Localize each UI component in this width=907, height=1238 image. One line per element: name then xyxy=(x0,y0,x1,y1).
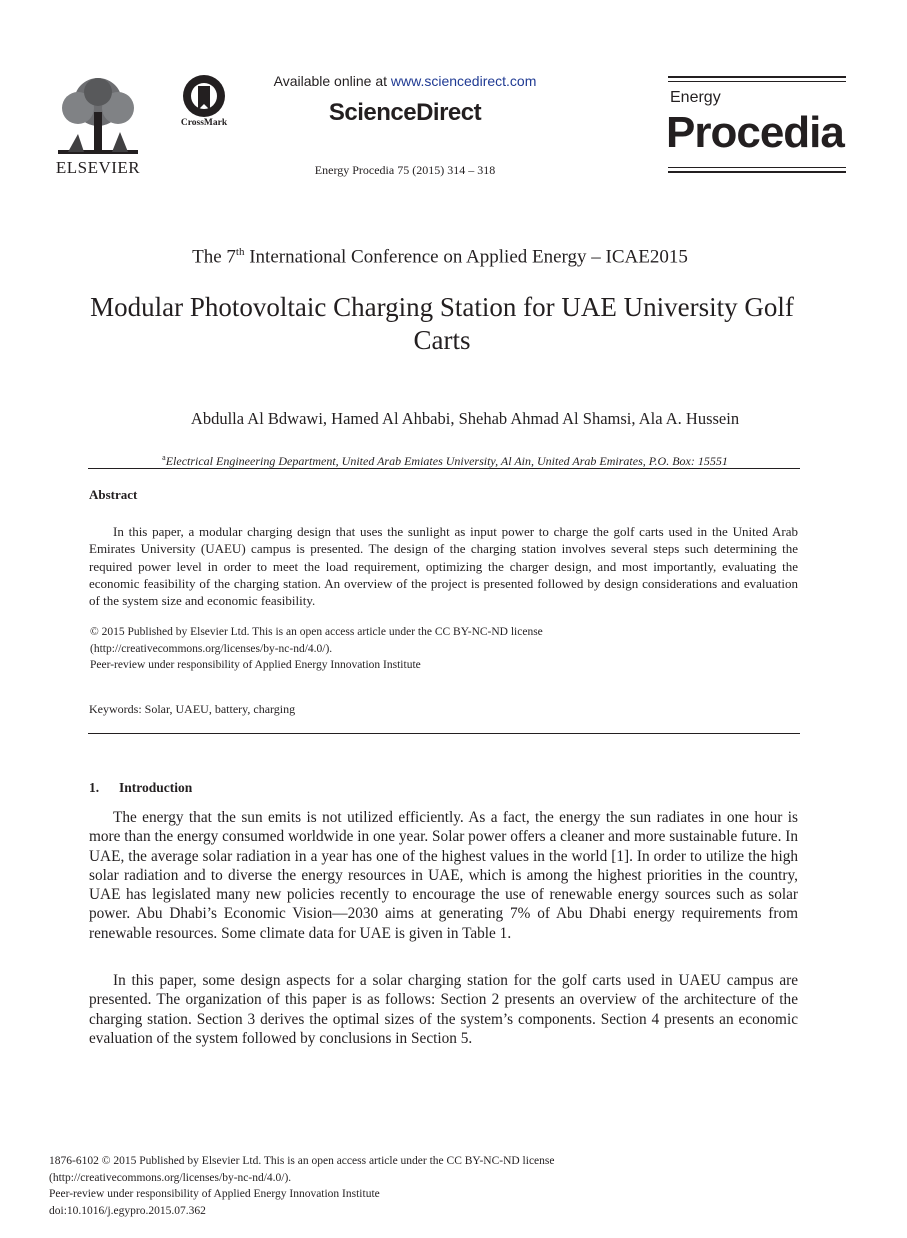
footer-doi[interactable]: doi:10.1016/j.egypro.2015.07.362 xyxy=(49,1205,206,1218)
conference-suffix: International Conference on Applied Energy – ICAE2015 xyxy=(244,246,688,268)
footer-license-link[interactable]: (http://creativecommons.org/licenses/by-nc-nd/4.0/). xyxy=(49,1171,292,1184)
keywords: Keywords: Solar, UAEU, battery, charging xyxy=(89,702,296,716)
footer xyxy=(49,1153,749,1220)
journal-logo-energy: Energy xyxy=(670,89,721,106)
peer-review-line: Peer-review under responsibility of Applied Energy Innovation Institute xyxy=(90,659,421,671)
journal-logo-rule xyxy=(668,81,846,82)
crossmark-label: CrossMark xyxy=(180,118,228,128)
paper-title: Modular Photovoltaic Charging Station for UAE University Golf Carts xyxy=(90,292,794,355)
footer-issn-license: 1876-6102 © 2015 Published by Elsevier Ltd. This is an open access article under the CC BY-NC-ND license xyxy=(49,1155,555,1167)
body-paragraph: In this paper, some design aspects for a solar charging station for the golf carts used in UAEU campus are presented. The organization of this paper is as follows: Section 2 presents an overview of the architecture of the charging station. Section 3 derives the optimal sizes of the system’s components. Section 4 presents an economic evaluation of the system followed by conclusions in Section 5. xyxy=(89,972,798,1047)
conference-prefix: The 7 xyxy=(192,246,236,268)
journal-logo-procedia: Procedia xyxy=(666,108,844,157)
conference-name xyxy=(0,246,880,268)
available-online-prefix: Available online at xyxy=(273,73,391,89)
affiliation-text: Electrical Engineering Department, United Arab Emiates University, Al Ain, United Arab Emirates, P.O. Box: 15551 xyxy=(165,454,728,468)
affiliation xyxy=(90,453,800,469)
section-number: 1. xyxy=(89,780,100,795)
abstract-text: In this paper, a modular charging design that uses the sunlight as input power to charge the golf carts used in the United Arab Emirates University (UAEU) campus is presented. The design of the charging station involves several steps such determining the required power level in order to meet the load requirement, optimizing the charger design, and most importantly, evaluating the economic feasibility of the charging station. An overview of the project is presented followed by design considerations and evaluation of the system size and economic feasibility. xyxy=(89,524,798,609)
affiliation-mark: a xyxy=(162,453,166,462)
section-title: Introduction xyxy=(119,780,193,795)
publisher-name: ELSEVIER xyxy=(55,158,141,177)
conference-ordinal: th xyxy=(235,246,245,258)
journal-citation: Energy Procedia 75 (2015) 314 – 318 xyxy=(314,163,496,177)
footer-peer-review: Peer-review under responsibility of Applied Energy Innovation Institute xyxy=(49,1188,380,1201)
sciencedirect-brand: ScienceDirect xyxy=(328,99,482,126)
sciencedirect-link[interactable]: www.sciencedirect.com xyxy=(390,73,537,89)
author-list: Abdulla Al Bdwawi, Hamed Al Ahbabi, Shehab Ahmad Al Shamsi, Ala A. Hussein xyxy=(190,409,740,428)
available-online-line xyxy=(240,73,570,89)
section-heading xyxy=(89,780,192,796)
body-paragraph: The energy that the sun emits is not utilized efficiently. As a fact, the energy the sun radiates in one hour is more than the energy consumed worldwide in one year. Solar power offers a cleaner and more sustainable future. In UAE, the average solar radiation in a year has one of the highest values in the world [1]. In order to utilize the high solar radiation and to diverse the energy resources in UAE, which is among the highest priorities in the country, UAE has legislated many new policies recently to encourage the use of renewable energy sources such as solar power. Abu Dhabi’s Economic Vision—2030 aims at generating 7% of Abu Dhabi energy requirements from renewable resources. Some climate data for UAE is given in Table 1. xyxy=(89,809,798,942)
license-link[interactable]: (http://creativecommons.org/licenses/by-nc-nd/4.0/). xyxy=(90,642,333,655)
license-line: © 2015 Published by Elsevier Ltd. This is an open access article under the CC BY-NC-ND license xyxy=(90,626,543,638)
journal-logo-rule xyxy=(668,171,846,173)
divider xyxy=(88,468,800,469)
abstract-heading: Abstract xyxy=(89,487,138,502)
license-block xyxy=(90,624,690,674)
journal-logo-rule xyxy=(668,167,846,168)
divider xyxy=(88,733,800,734)
journal-logo-rule xyxy=(668,76,846,78)
